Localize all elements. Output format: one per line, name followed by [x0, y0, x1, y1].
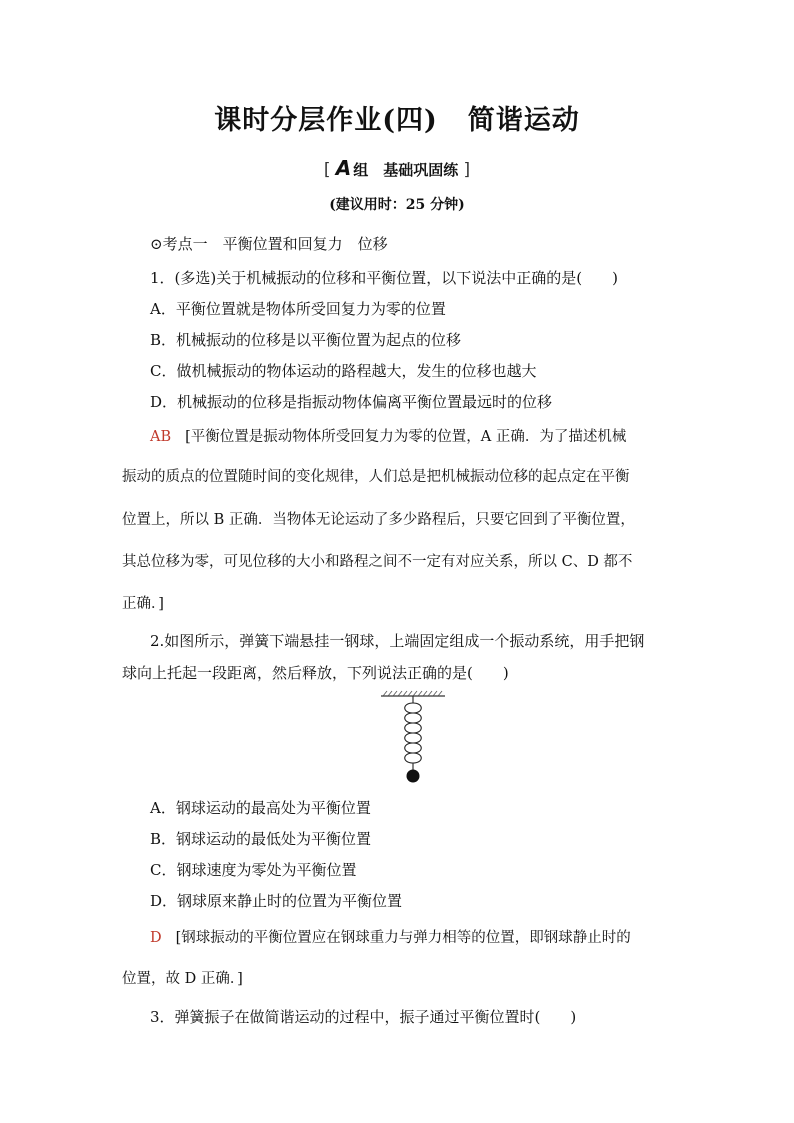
- spring-ball-figure: [378, 690, 448, 790]
- q1-stem: 1．(多选)关于机械振动的位移和平衡位置，以下说法中正确的是( ): [150, 269, 618, 287]
- title-main: 课时分层作业(四): [214, 105, 438, 136]
- steel-ball: [407, 770, 420, 783]
- page-title: [0, 98, 794, 137]
- q3-stem: 3．弹簧振子在做简谐运动的过程中，振子通过平衡位置时( ): [150, 1008, 577, 1026]
- time-note: (建议用时：25 分钟): [329, 197, 465, 213]
- q1-option-a: A．平衡位置就是物体所受回复力为零的位置: [150, 300, 446, 318]
- group-label: 组 基础巩固练: [353, 161, 459, 179]
- q1-explanation-line-2: 振动的质点的位置随时间的变化规律，人们总是把机械振动位移的起点定在平衡: [122, 469, 630, 485]
- group-heading: [0, 156, 794, 180]
- q2-explanation-line-1: [150, 926, 631, 947]
- q2-explanation-line-2: 位置，故 D 正确．]: [122, 971, 243, 987]
- bracket-close: ]: [463, 160, 471, 180]
- q1-option-c: C．做机械振动的物体运动的路程越大，发生的位移也越大: [150, 362, 537, 380]
- q1-explanation-line-5: 正确．]: [122, 596, 164, 612]
- q2-exp-text-1: [钢球振动的平衡位置应在钢球重力与弹力相等的位置，即钢球静止时的: [175, 930, 631, 946]
- ceiling-hatch: [381, 691, 445, 696]
- q1-exp-text-1: [平衡位置是振动物体所受回复力为零的位置，A 正确．为了描述机械: [185, 429, 627, 445]
- q1-option-b: B．机械振动的位移是以平衡位置为起点的位移: [150, 331, 462, 349]
- q2-answer: D: [150, 930, 162, 946]
- q2-stem-line-1: 2.如图所示，弹簧下端悬挂一钢球，上端固定组成一个振动系统，用手把钢: [150, 632, 645, 650]
- q1-option-d: D．机械振动的位移是指振动物体偏离平衡位置最远时的位移: [150, 393, 553, 411]
- bracket-open: [: [323, 160, 331, 180]
- q1-answer: AB: [150, 429, 172, 445]
- group-letter: A: [335, 156, 352, 180]
- q1-explanation-line-1: [150, 425, 626, 446]
- title-sub: 简谐运动: [467, 105, 580, 136]
- q2-option-d: D．钢球原来静止时的位置为平衡位置: [150, 892, 403, 910]
- section-heading: ⊙考点一 平衡位置和回复力 位移: [150, 235, 388, 253]
- q2-option-b: B．钢球运动的最低处为平衡位置: [150, 830, 372, 848]
- q1-explanation-line-4: 其总位移为零，可见位移的大小和路程之间不一定有对应关系，所以 C、D 都不: [122, 554, 633, 570]
- spring-coil: [405, 703, 422, 763]
- q2-stem-line-2: 球向上托起一段距离，然后释放，下列说法正确的是( ): [122, 664, 509, 682]
- q2-option-c: C．钢球速度为零处为平衡位置: [150, 861, 357, 879]
- q1-explanation-line-3: 位置上，所以 B 正确．当物体无论运动了多少路程后，只要它回到了平衡位置，: [122, 512, 635, 528]
- q2-option-a: A．钢球运动的最高处为平衡位置: [150, 799, 371, 817]
